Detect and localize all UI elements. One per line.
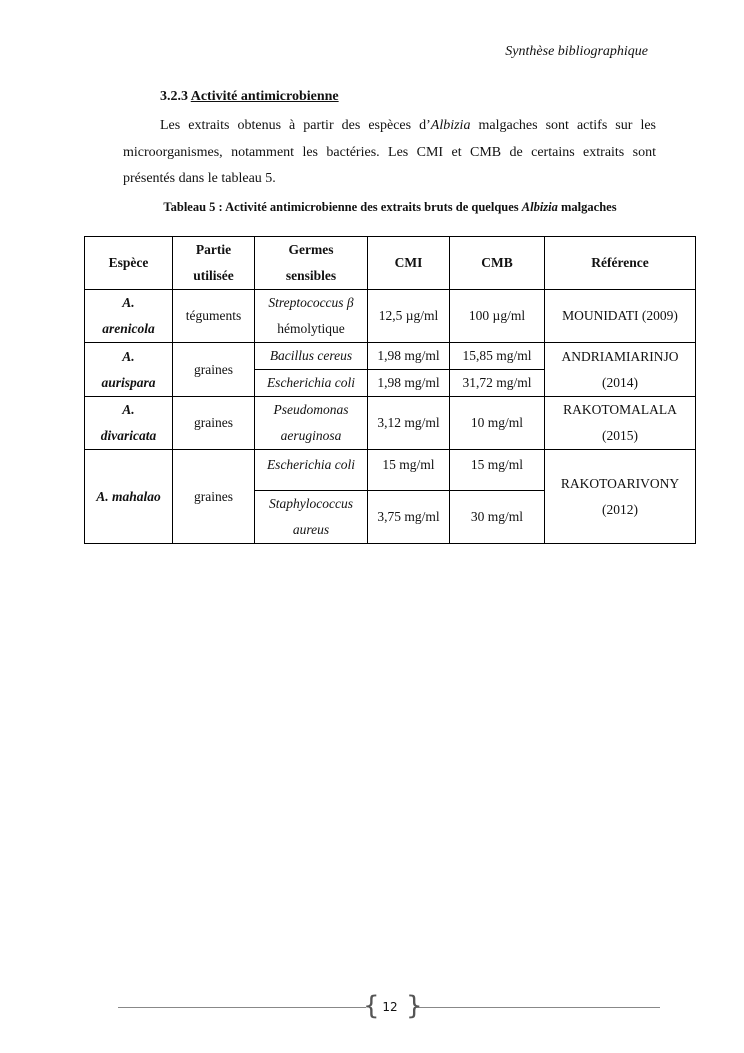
- cmi-cell: 12,5 µg/ml: [368, 290, 450, 343]
- section-heading: [160, 89, 339, 105]
- cmb-cell: 15,85 mg/ml: [450, 343, 545, 370]
- reference-cell: MOUNIDATI (2009): [545, 290, 696, 343]
- section-number: 3.2.3: [160, 89, 188, 104]
- cmb-cell: 30 mg/ml: [450, 491, 545, 544]
- paragraph-text-end: malgaches sont actifs sur les microorganismes, notamment les bactéries. Les CMI et CMB de certains extraits sont présentés dans le tableau 5.: [123, 118, 656, 186]
- header-partie: Partie utilisée: [173, 237, 255, 290]
- cmb-cell: 100 µg/ml: [450, 290, 545, 343]
- header-espece: Espèce: [85, 237, 173, 290]
- cmi-cell: 3,75 mg/ml: [368, 491, 450, 544]
- cmi-cell: 3,12 mg/ml: [368, 397, 450, 450]
- section-title: Activité antimicrobienne: [190, 89, 339, 104]
- table-caption: Tableau 5 : Activité antimicrobienne des extraits bruts de quelques Albizia malgaches: [163, 200, 617, 214]
- antimicrobial-activity-table: [84, 236, 696, 544]
- cmb-cell: 10 mg/ml: [450, 397, 545, 450]
- left-brace-icon: {: [363, 991, 380, 1021]
- footer-rule-left: [118, 1007, 366, 1008]
- cmi-cell: 15 mg/ml: [368, 450, 450, 491]
- reference-cell: ANDRIAMIARINJO (2014): [545, 343, 696, 397]
- genus-name: Albizia: [430, 118, 471, 133]
- germ-cell: Pseudomonas aeruginosa: [255, 397, 368, 450]
- body-paragraph: [123, 113, 656, 193]
- running-header: Synthèse bibliographique: [505, 44, 648, 59]
- species-cell: A. aurispara: [85, 343, 173, 397]
- cmb-cell: 15 mg/ml: [450, 450, 545, 491]
- table-row: [85, 397, 696, 450]
- table-header-row: [85, 237, 696, 290]
- paragraph-text-start: Les extraits obtenus à partir des espèces d’: [160, 118, 431, 133]
- right-brace-icon: }: [406, 991, 423, 1021]
- germ-cell: Staphylococcus aureus: [255, 491, 368, 544]
- germ-cell: Escherichia coli: [255, 450, 368, 491]
- header-germes: Germes sensibles: [255, 237, 368, 290]
- part-cell: graines: [173, 343, 255, 397]
- cmi-cell: 1,98 mg/ml: [368, 343, 450, 370]
- germ-cell: Bacillus cereus: [255, 343, 368, 370]
- species-cell: A. arenicola: [85, 290, 173, 343]
- reference-cell: RAKOTOARIVONY (2012): [545, 450, 696, 544]
- header-cmi: CMI: [368, 237, 450, 290]
- species-cell: A. divaricata: [85, 397, 173, 450]
- part-cell: graines: [173, 450, 255, 544]
- part-cell: graines: [173, 397, 255, 450]
- germ-cell: Escherichia coli: [255, 370, 368, 397]
- cmb-cell: 31,72 mg/ml: [450, 370, 545, 397]
- germ-cell: Streptococcus β hémolytique: [255, 290, 368, 343]
- page-number: 12: [382, 1000, 398, 1014]
- table-row: [85, 450, 696, 491]
- header-reference: Référence: [545, 237, 696, 290]
- part-cell: téguments: [173, 290, 255, 343]
- cmi-cell: 1,98 mg/ml: [368, 370, 450, 397]
- species-cell: A. mahalao: [85, 450, 173, 544]
- table-row: [85, 290, 696, 343]
- reference-cell: RAKOTOMALALA (2015): [545, 397, 696, 450]
- header-cmb: CMB: [450, 237, 545, 290]
- footer-rule-right: [414, 1007, 660, 1008]
- caption-genus: Albizia: [521, 200, 558, 214]
- table-row: [85, 343, 696, 370]
